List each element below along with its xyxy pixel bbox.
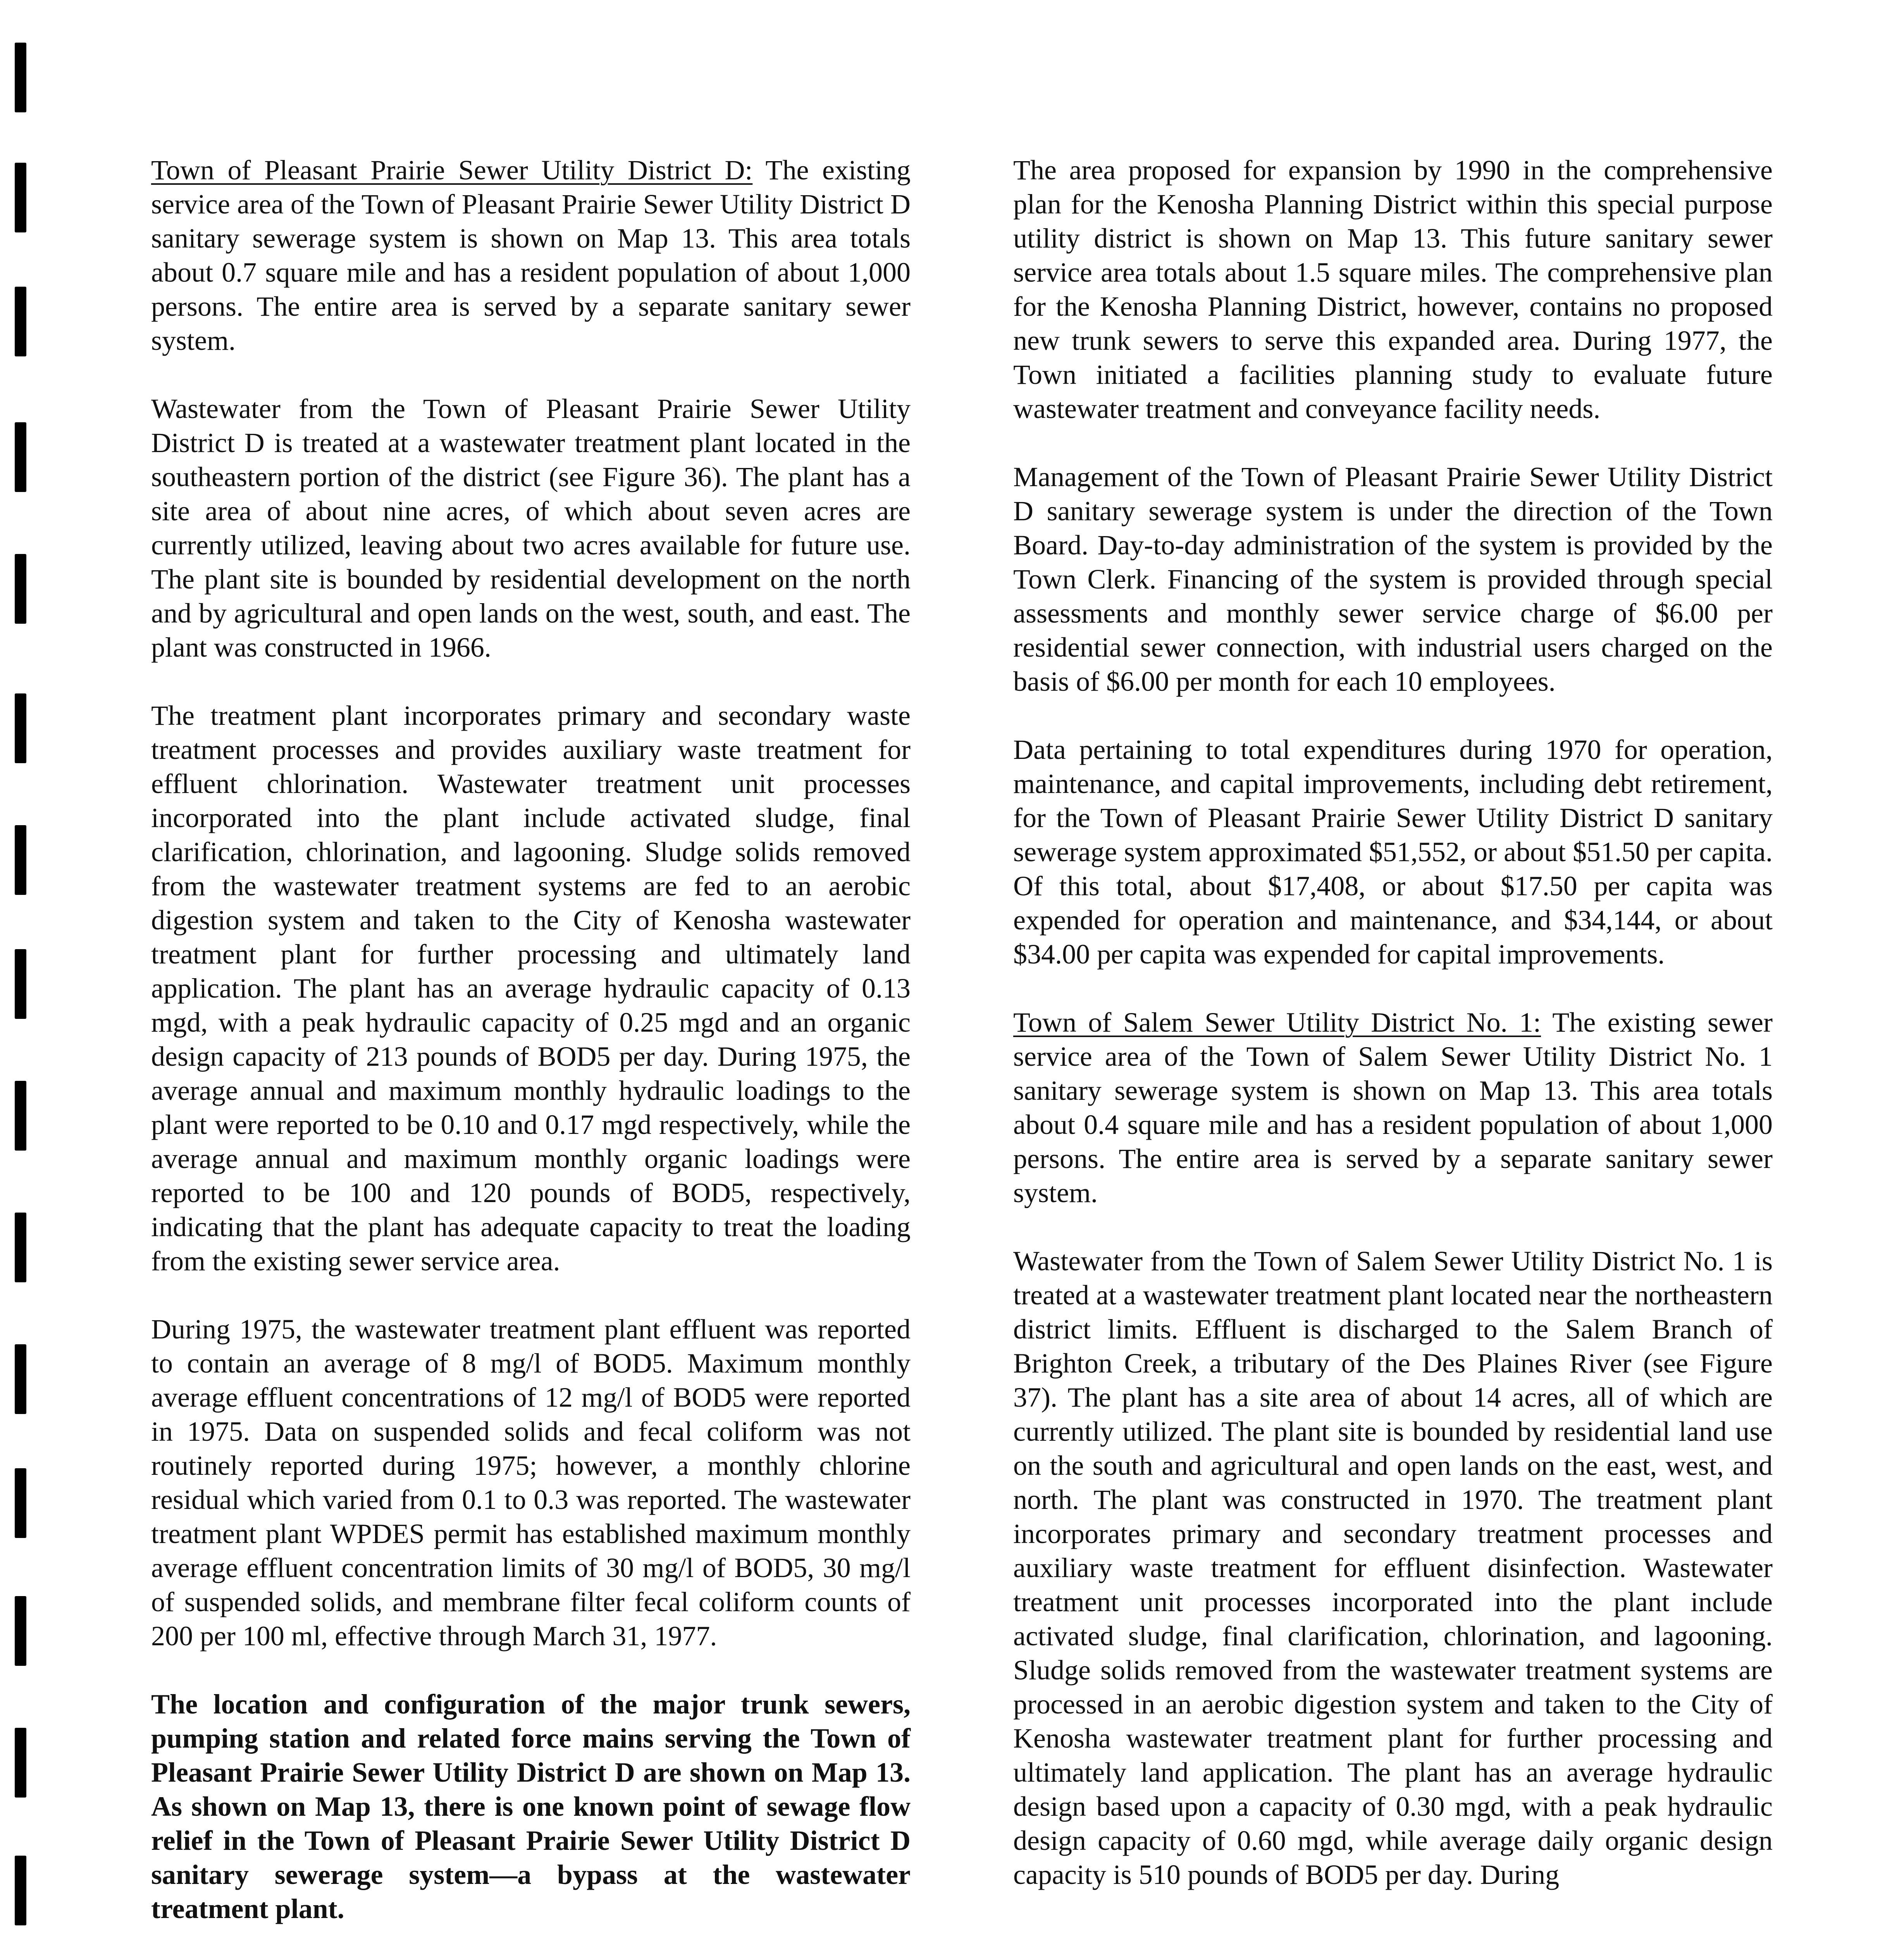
binding-mark [15,43,26,112]
left-column [151,153,911,1937]
binding-mark [15,1344,26,1414]
section-heading-pleasant-prairie: Town of Pleasant Prairie Sewer Utility District D: [151,155,753,186]
binding-mark [15,163,26,232]
binding-mark [15,1856,26,1925]
binding-marks [15,0,26,1937]
right-column [1013,153,1773,1926]
section-heading-salem: Town of Salem Sewer Utility District No. 1: [1013,1007,1541,1038]
binding-mark [15,825,26,895]
paragraph-plant-location: Wastewater from the Town of Pleasant Prairie Sewer Utility District D is treated at a wastewater treatment plant located in the southeastern portion of the district (see Figure 36). The plant has a site area of about nine acres, of which about seven acres are currently utilized, leaving about two acres available for future use. The plant site is bounded by residential development on the north and by agricultural and open lands on the west, south, and east. The plant was constructed in 1966. [151,393,911,663]
binding-mark [15,949,26,1019]
binding-mark [15,1081,26,1151]
paragraph-trunk-sewers: The location and configuration of the major trunk sewers, pumping station and related force mains serving the Town of Pleasant Prairie Sewer Utility District D are shown on Map 13. As shown on Map 13, there is one known point of sewage flow relief in the Town of Pleasant Prairie Sewer Utility District D sanitary sewerage system—a bypass at the wastewater treatment plant. [151,1689,911,1924]
paragraph-pleasant-prairie-intro [151,153,911,358]
paragraph-expansion-area: The area proposed for expansion by 1990 in the comprehensive plan for the Kenosha Planning District within this special purpose utility district is shown on Map 13. This future sanitary sewer service area totals about 1.5 square miles. The comprehensive plan for the Kenosha Planning District, however, contains no proposed new trunk sewers to serve this expanded area. During 1977, the Town initiated a facilities planning study to evaluate future wastewater treatment and conveyance facility needs. [1013,155,1773,424]
paragraph-text: The existing service area of the Town of Pleasant Prairie Sewer Utility District D sanitary sewerage system is shown on Map 13. This area totals about 0.7 square mile and has a resident population of about 1,000 persons. The entire area is served by a separate sanitary sewer system. [151,155,911,356]
paragraph-salem-intro [1013,1005,1773,1210]
binding-mark [15,1596,26,1666]
paragraph-text: The existing sewer service area of the Town of Salem Sewer Utility District No. 1 sanitary sewerage system is shown on Map 13. This area totals about 0.4 square mile and has a resident population of about 1,000 persons. The entire area is served by a separate sanitary sewer system. [1013,1007,1773,1208]
binding-mark [15,554,26,624]
paragraph-effluent-quality: During 1975, the wastewater treatment plant effluent was reported to contain an average of 8 mg/l of BOD5. Maximum monthly average effluent concentrations of 12 mg/l of BOD5 were reported in 1975. Data on suspended solids and fecal coliform was not routinely reported during 1975; however, a monthly chlorine residual which varied from 0.1 to 0.3 was reported. The wastewater treatment plant WPDES permit has established maximum monthly average effluent concentration limits of 30 mg/l of BOD5, 30 mg/l of suspended solids, and membrane filter fecal coliform counts of 200 per 100 ml, effective through March 31, 1977. [151,1314,911,1651]
binding-mark [15,693,26,763]
binding-mark [15,422,26,492]
paragraph-treatment-processes: The treatment plant incorporates primary and secondary waste treatment processes and provides auxiliary waste treatment for effluent chlorination. Wastewater treatment unit processes incorporated into the plant include activated sludge, final clarification, chlorination, and lagooning. Sludge solids removed from the wastewater treatment systems are fed to an aerobic digestion system and taken to the City of Kenosha wastewater treatment plant for further processing and ultimately land application. The plant has an average hydraulic capacity of 0.13 mgd, with a peak hydraulic capacity of 0.25 mgd and an organic design capacity of 213 pounds of BOD5 per day. During 1975, the average annual and maximum monthly hydraulic loadings to the plant were reported to be 0.10 and 0.17 mgd respectively, while the average annual and maximum monthly organic loadings were reported to be 100 and 120 pounds of BOD5, respectively, indicating that the plant has adequate capacity to treat the loading from the existing sewer service area. [151,700,911,1276]
paragraph-expenditures: Data pertaining to total expenditures during 1970 for operation, maintenance, and capital improvements, including debt retirement, for the Town of Pleasant Prairie Sewer Utility District D sanitary sewerage system approximated $51,552, or about $51.50 per capita. Of this total, about $17,408, or about $17.50 per capita was expended for operation and maintenance, and $34,144, or about $34.00 per capita was expended for capital improvements. [1013,734,1773,970]
paragraph-salem-plant: Wastewater from the Town of Salem Sewer Utility District No. 1 is treated at a wastewater treatment plant located near the northeastern district limits. Effluent is discharged to the Salem Branch of Brighton Creek, a tributary of the Des Plaines River (see Figure 37). The plant has a site area of about 14 acres, all of which are currently utilized. The plant site is bounded by residential land use on the south and agricultural and open lands on the east, west, and north. The plant was constructed in 1970. The treatment plant incorporates primary and secondary treatment processes and auxiliary waste treatment for effluent disinfection. Wastewater treatment unit processes incorporated into the plant include activated sludge, final clarification, chlorination, and lagooning. Sludge solids removed from the wastewater treatment systems are processed in an aerobic digestion system and taken to the City of Kenosha wastewater treatment plant for further processing and ultimately land application. The plant has an average hydraulic design based upon a capacity of 0.30 mgd, with a peak hydraulic design capacity of 0.60 mgd, while average daily organic design capacity is 510 pounds of BOD5 per day. During [1013,1245,1773,1890]
paragraph-management: Management of the Town of Pleasant Prairie Sewer Utility District D sanitary sewerage system is under the direction of the Town Board. Day-to-day administration of the system is provided by the Town Clerk. Financing of the system is provided through special assessments and monthly sewer service charge of $6.00 per residential sewer connection, with industrial users charged on the basis of $6.00 per month for each 10 employees. [1013,461,1773,697]
binding-mark [15,1468,26,1538]
binding-mark [15,287,26,356]
binding-mark [15,1213,26,1282]
binding-mark [15,1728,26,1798]
